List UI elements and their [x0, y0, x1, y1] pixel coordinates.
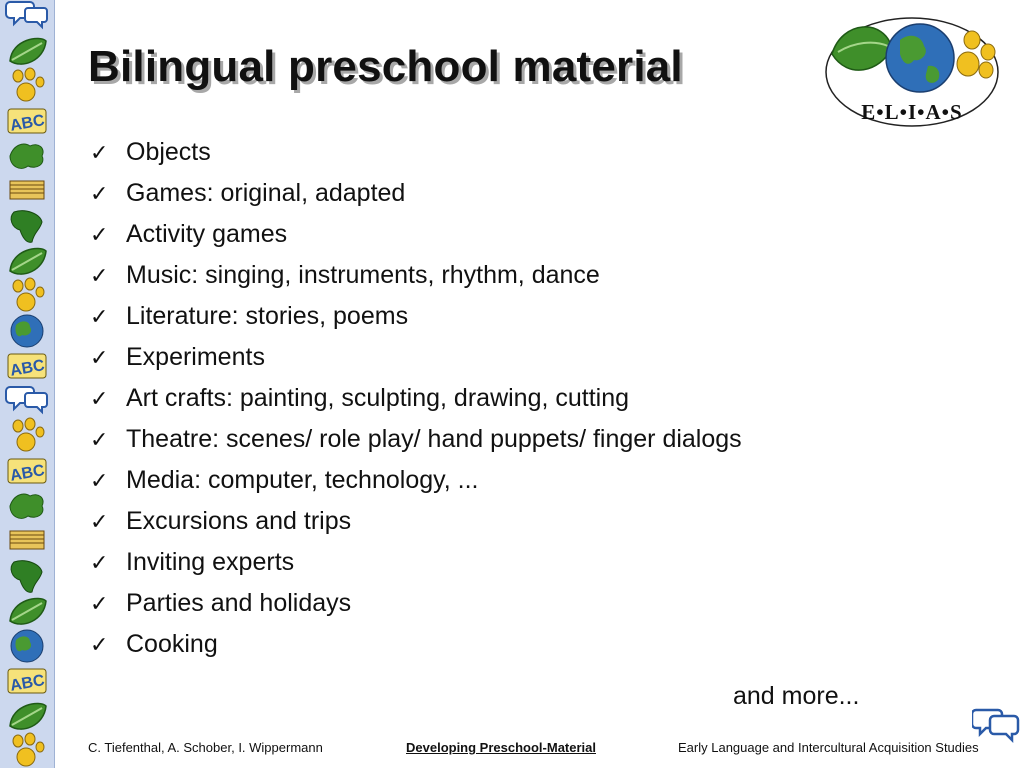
list-item — [90, 173, 742, 214]
leaf-icon — [4, 31, 50, 71]
globe-icon — [4, 311, 50, 351]
leaf-icon — [4, 591, 50, 631]
abc-letters: ABC — [8, 462, 46, 485]
checkmark-icon: ✓ — [90, 140, 109, 165]
checkmark-icon: ✓ — [90, 345, 109, 370]
speech-bubbles-icon — [4, 381, 50, 421]
checkmark-icon: ✓ — [90, 591, 109, 616]
and-more-text: and more... — [733, 682, 860, 710]
list-item-text: Objects — [126, 138, 211, 166]
abc-blocks-icon — [4, 101, 50, 141]
abc-letters: ABC — [8, 672, 46, 695]
list-item — [90, 624, 742, 665]
checkmark-icon: ✓ — [90, 181, 109, 206]
list-item-text: Excursions and trips — [126, 507, 352, 535]
list-item-text: Media: computer, technology, ... — [126, 466, 479, 494]
africa-map-icon — [4, 556, 50, 596]
material-list — [90, 132, 742, 665]
abc-blocks-icon — [4, 346, 50, 386]
list-item-text: Art crafts: painting, sculpting, drawing, cutting — [126, 384, 630, 412]
checkmark-icon: ✓ — [90, 304, 109, 329]
book-icon — [4, 171, 50, 211]
checkmark-icon: ✓ — [90, 509, 109, 534]
list-item — [90, 419, 742, 460]
list-item — [90, 296, 742, 337]
list-item — [90, 132, 742, 173]
abc-blocks-icon — [4, 451, 50, 491]
list-item — [90, 378, 742, 419]
europe-map-icon — [4, 486, 50, 526]
list-item-text: Inviting experts — [126, 548, 295, 576]
list-item-text: Activity games — [126, 220, 288, 248]
list-item-text: Theatre: scenes/ role play/ hand puppets/ finger dialogs — [126, 425, 742, 453]
leaf-icon — [4, 241, 50, 281]
list-item — [90, 255, 742, 296]
footer-topic: Developing Preschool-Material — [406, 740, 596, 755]
list-item-text: Cooking — [126, 630, 218, 658]
elias-logo — [824, 14, 1000, 130]
list-item — [90, 460, 742, 501]
paw-icon — [4, 731, 50, 768]
checkmark-icon: ✓ — [90, 550, 109, 575]
list-item — [90, 542, 742, 583]
checkmark-icon: ✓ — [90, 632, 109, 657]
africa-map-icon — [4, 206, 50, 246]
book-icon — [4, 521, 50, 561]
list-item — [90, 583, 742, 624]
paw-icon — [4, 276, 50, 316]
list-item — [90, 501, 742, 542]
footer-authors: C. Tiefenthal, A. Schober, I. Wippermann — [88, 740, 323, 755]
list-item-text: Games: original, adapted — [126, 179, 406, 207]
footer-project: Early Language and Intercultural Acquisition Studies — [678, 740, 979, 755]
list-item-text: Literature: stories, poems — [126, 302, 409, 330]
paw-icon — [4, 66, 50, 106]
checkmark-icon: ✓ — [90, 427, 109, 452]
leaf-icon — [4, 696, 50, 736]
list-item — [90, 214, 742, 255]
logo-wordmark: E•L•I•A•S — [861, 100, 963, 124]
list-item-text: Parties and holidays — [126, 589, 352, 617]
abc-blocks-icon — [4, 661, 50, 701]
speech-bubbles-icon — [972, 704, 1020, 744]
globe-icon — [4, 626, 50, 666]
checkmark-icon: ✓ — [90, 468, 109, 493]
decorative-side-strip — [0, 0, 55, 768]
list-item — [90, 337, 742, 378]
checkmark-icon: ✓ — [90, 222, 109, 247]
abc-letters: ABC — [8, 357, 46, 380]
checkmark-icon: ✓ — [90, 386, 109, 411]
europe-map-icon — [4, 136, 50, 176]
list-item-text: Experiments — [126, 343, 265, 371]
slide-title: Bilingual preschool material — [88, 42, 683, 91]
paw-icon — [4, 416, 50, 456]
list-item-text: Music: singing, instruments, rhythm, dance — [126, 261, 600, 289]
checkmark-icon: ✓ — [90, 263, 109, 288]
abc-letters: ABC — [8, 112, 46, 135]
